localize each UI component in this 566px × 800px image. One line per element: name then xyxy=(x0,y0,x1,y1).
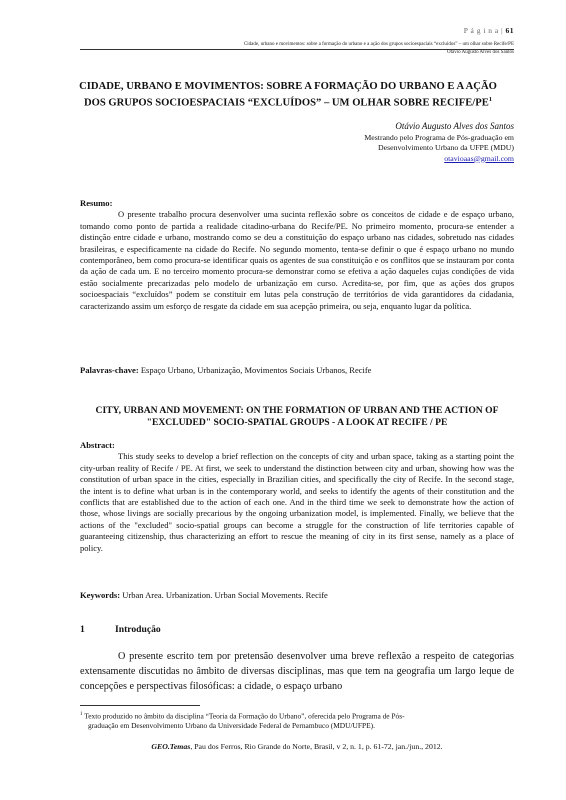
page-number: P á g i n a | 61 xyxy=(463,26,514,35)
page-word: P á g i n a xyxy=(463,26,499,35)
footnote-mark: 1 xyxy=(80,712,83,717)
section-heading xyxy=(80,624,514,635)
footer-citation: , Pau dos Ferros, Rio Grande do Norte, Brasil, v 2, n. 1, p. 61-72, jan./jun., 2012. xyxy=(190,742,443,751)
english-title: CITY, URBAN AND MOVEMENT: ON THE FORMATION OF URBAN AND THE ACTION OF "EXCLUDED" SOCIO-SPATIAL GROUPS - A LOOK AT RECIFE / PE xyxy=(95,405,499,429)
keywords-text: Urban Area. Urbanization. Urban Social Movements. Recife xyxy=(122,590,328,600)
section-number: 1 xyxy=(80,624,85,635)
running-header-title: Cidade, urbano e movimentos: sobre a formação do urbano e a ação dos grupos socioespaciais “excluídos” – um olhar sobre Recife/PE xyxy=(243,42,514,47)
title-footnote-mark: 1 xyxy=(488,96,493,104)
footnote xyxy=(80,710,514,731)
author-email-link[interactable]: otavioaas@gmail.com xyxy=(444,153,514,163)
article-title xyxy=(70,80,506,110)
resumo-label: Resumo: xyxy=(80,198,113,208)
journal-footer xyxy=(80,742,514,751)
palavras-chave-label: Palavras-chave: xyxy=(80,365,139,375)
footnote-line-2: graduação em Desenvolvimento Urbano da Universidade Federal de Pernambuco (MDU/UFPE). xyxy=(88,721,375,731)
abstract-label: Abstract: xyxy=(80,440,115,450)
page-number-value: 61 xyxy=(505,26,514,35)
footnote-line-1: Texto produzido no âmbito da disciplina “Teoria da Formação do Urbano”, oferecida pelo Programa de Pós- xyxy=(84,711,405,721)
author-block xyxy=(364,121,514,164)
author-name: Otávio Augusto Alves dos Santos xyxy=(395,121,514,131)
author-affiliation-2: Desenvolvimento Urbano da UFPE (MDU) xyxy=(378,143,514,153)
footnote-rule xyxy=(80,705,200,706)
section-body xyxy=(80,649,514,694)
abstract-section xyxy=(80,440,514,554)
header-rule xyxy=(80,49,514,50)
abstract-text: This study seeks to develop a brief reflection on the concepts of city and urban space, taking as a starting point the city-urban reality of Recife / PE. At first, we seek to understand the distinction between city and urban, showing how was the constitution of urban space in the cities, especially in Brazilian cities, and specifically the city of Recife. In the second stage, the intent is to define what urban is in the contemporary world, and seeks to identify the agents of their constitution and the conflicts that are established due to the action of each one. And in the third time we seek to demonstrate how the action of those, whose livings are socially precarious by the ongoing urbanization model, is implemented. Finally, we believe that the actions of the "excluded" socio-spatial groups can become a struggle for the construction of life territories capable of guaranteeing citizenship, thus characterizing an effort to rescue the meaning of city in its first sense, namely as a place of policy. xyxy=(80,451,514,553)
section-title: Introdução xyxy=(115,624,161,635)
resumo-text: O presente trabalho procura desenvolver uma sucinta reflexão sobre os conceitos de cidade e de espaço urbano, tomando como ponto de partida a realidade citadino-urbana do Recife/PE. No primeiro momento, procura-se entender a distinção entre cidade e urbano, mostrando como se deu a constituição do espaço urbano nas cidades, sobretudo nas cidades brasileiras, e especificamente na cidade do Recife. No segundo momento, tenta-se definir o que é espaço urbano no mundo contemporâneo, bem como procura-se identificar quais os agentes de sua constituição e os conflitos que se instauram por conta da ação de cada um. E no terceiro momento procura-se demonstrar como se efetiva a ação daqueles cujas condições de vida estão socialmente precarizadas pelo modelo de urbanização em curso. Acredita-se, por fim, que as ações dos grupos socioespaciais “excluídos” podem se constituir em lutas pela construção de territórios de vida garantidores da cidadania, caracterizando assim um esforço de resgate da cidade em sua acepção primeira, ou seja, enquanto lugar da política. xyxy=(80,209,514,311)
keywords-label: Keywords: xyxy=(80,590,121,600)
running-header-author: Otávio Augusto Alves dos Santos xyxy=(447,49,514,55)
journal-logo: GEO.Temas xyxy=(151,742,191,751)
keywords xyxy=(80,590,514,601)
section-paragraph: O presente escrito tem por pretensão desenvolver uma breve reflexão a respeito de categorias extensamente discutidas no âmbito de diversas disciplinas, mas que tem na geografia um largo leque de concepções e perspectivas filosóficas: a cidade, o espaço urbano xyxy=(80,651,514,692)
resumo-section xyxy=(80,198,514,312)
article-title-text: CIDADE, URBANO E MOVIMENTOS: SOBRE A FORMAÇÃO DO URBANO E A AÇÃO DOS GRUPOS SOCIOESPACIAIS “EXCLUÍDOS” – UM OLHAR SOBRE RECIFE/PE xyxy=(79,81,497,109)
author-affiliation-1: Mestrando pelo Programa de Pós-graduação em xyxy=(364,133,514,143)
palavras-chave xyxy=(80,365,514,376)
palavras-chave-text: Espaço Urbano, Urbanização, Movimentos Sociais Urbanos, Recife xyxy=(140,365,372,375)
